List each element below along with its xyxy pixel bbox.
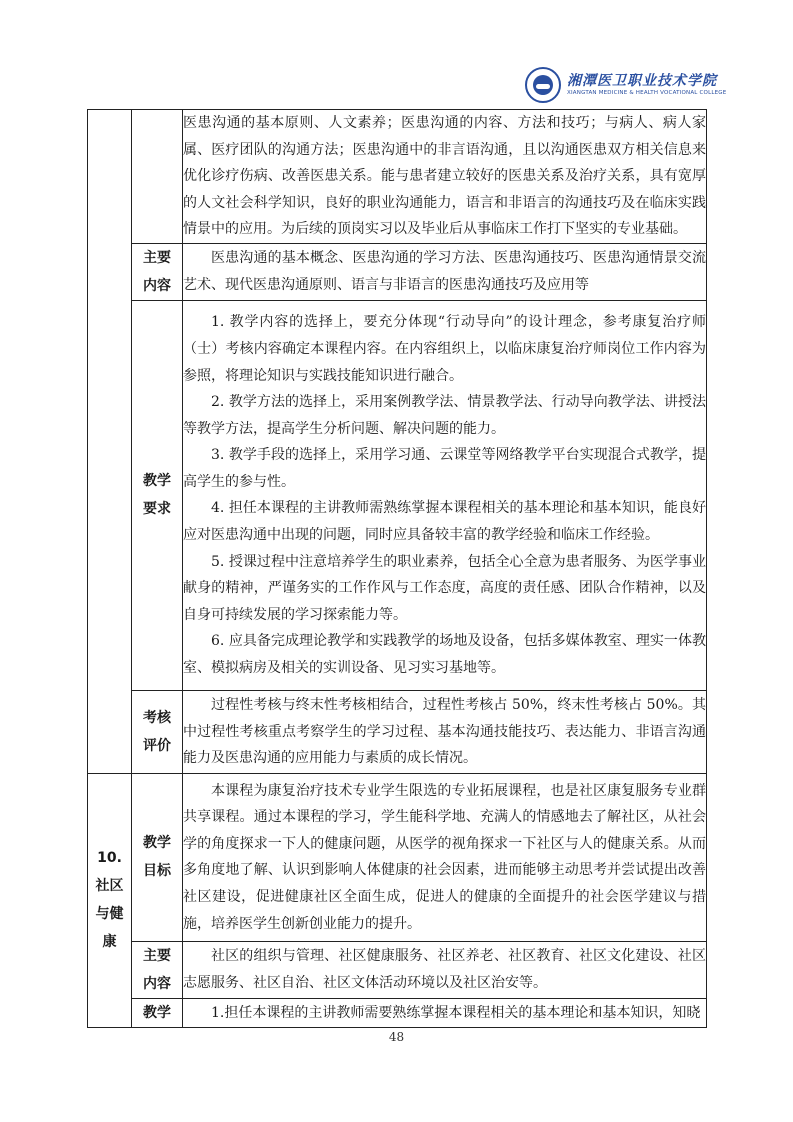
requirement-item: 4. 担任本课程的主讲教师需熟练掌握本课程相关的基本理论和基本知识，能良好应对医患沟通中出现的问题，同时应具备较丰富的教学经验和临床工作经验。 [183,500,706,544]
table-row [88,243,707,300]
table-row [88,110,707,244]
content-label: 主要 内容 [132,243,183,300]
requirements-label: 教学 要求 [132,300,183,690]
requirement-item: 1. 教学内容的选择上，要充分体现“行动导向”的设计理念，参考康复治疗师（士）考核内容确定本课程内容。在内容组织上，以临床康复治疗师岗位工作内容为参照，将理论知识与实践技能知识进行融合。 [183,314,706,384]
course-table [87,109,707,1028]
prev-objective-label-cell [132,110,183,244]
logo-en-text: XIANGTAN MEDICINE & HEALTH VOCATIONAL COLLEGE [567,90,727,96]
table-row [88,773,707,941]
college-emblem-icon [525,67,561,103]
prev-course-cell [88,110,132,774]
c10-objective-cell [183,773,707,941]
table-row [88,690,707,773]
prev-content-cell [183,243,707,300]
requirement-item: 5. 授课过程中注意培养学生的职业素养，包括全心全意为患者服务、为医学事业献身的精神，严谨务实的工作作风与工作态度，高度的责任感、团队合作精神，以及自身可持续发展的学习探索能力等。 [183,553,706,623]
prev-requirements-cell [183,300,707,690]
page-number: 48 [388,1030,405,1044]
prev-evaluation-cell [183,690,707,773]
course-10-name: 10. 社区 与健 康 [88,773,132,1027]
table-row [88,941,707,998]
requirements-label: 教学 [132,998,183,1027]
content-label: 主要 内容 [132,941,183,998]
prev-objective-text: 医患沟通的基本原则、人文素养；医患沟通的内容、方法和技巧；与病人、病人家属、医疗团队的沟通方法；医患沟通中的非言语沟通，且以沟通医患双方相关信息来优化诊疗伤病、改善医患关系。能与患者建立较好的医患关系及治疗关系，具有宽厚的人文社会科学知识，良好的职业沟通能力，语言和非语言的沟通技巧及在临床实践情景中的应用。为后续的顶岗实习以及毕业后从事临床工作打下坚实的专业基础。 [183,115,706,238]
logo-cn-text: 湘潭医卫职业技术学院 [567,73,717,89]
c10-requirements-cell [183,998,707,1027]
prev-objective-cell [183,110,707,244]
content-text: 社区的组织与管理、社区健康服务、社区养老、社区教育、社区文化建设、社区志愿服务、社区自治、社区文体活动环境以及社区治安等。 [183,948,706,991]
c10-content-cell [183,941,707,998]
objective-text: 本课程为康复治疗技术专业学生限选的专业拓展课程，也是社区康复服务专业群共享课程。通过本课程的学习，学生能科学地、充满人的情感地去了解社区，从社会学的角度探求一下人的健康问题，从医学的视角探求一下社区与人的健康关系。从而多角度地了解、认识到影响人体健康的社会因素，进而能够主动思考并尝试提出改善社区建设，促进健康社区全面生成，促进人的健康的全面提升的社会医学建议与措施，培养医学生创新创业能力的提升。 [183,782,706,932]
requirement-item: 6. 应具备完成理论教学和实践教学的场地及设备，包括多媒体教室、理实一体教室、模拟病房及相关的实训设备、见习实习基地等。 [183,633,706,677]
college-logo [525,66,727,106]
requirement-item: 3. 教学手段的选择上，采用学习通、云课堂等网络教学平台实现混合式教学，提高学生的参与性。 [183,447,706,490]
evaluation-text: 过程性考核与终末性考核相结合，过程性考核占 50%，终末性考核占 50%。其中过程性考核重点考察学生的学习过程、基本沟通技能技巧、表达能力、非语言沟通能力及医患沟通的应用能力与素质的成长情况。 [183,697,706,767]
table-row [88,998,707,1027]
requirement-item: 1.担任本课程的主讲教师需要熟练掌握本课程相关的基本理论和基本知识，知晓 [211,1004,701,1021]
prev-content-text: 医患沟通的基本概念、医患沟通的学习方法、医患沟通技巧、医患沟通情景交流艺术、现代医患沟通原则、语言与非语言的医患沟通技巧及应用等 [183,250,706,293]
objective-label: 教学 目标 [132,773,183,941]
evaluation-label: 考核 评价 [132,690,183,773]
requirement-item: 2. 教学方法的选择上，采用案例教学法、情景教学法、行动导向教学法、讲授法等教学方法，提高学生分析问题、解决问题的能力。 [183,394,706,437]
table-row [88,300,707,690]
